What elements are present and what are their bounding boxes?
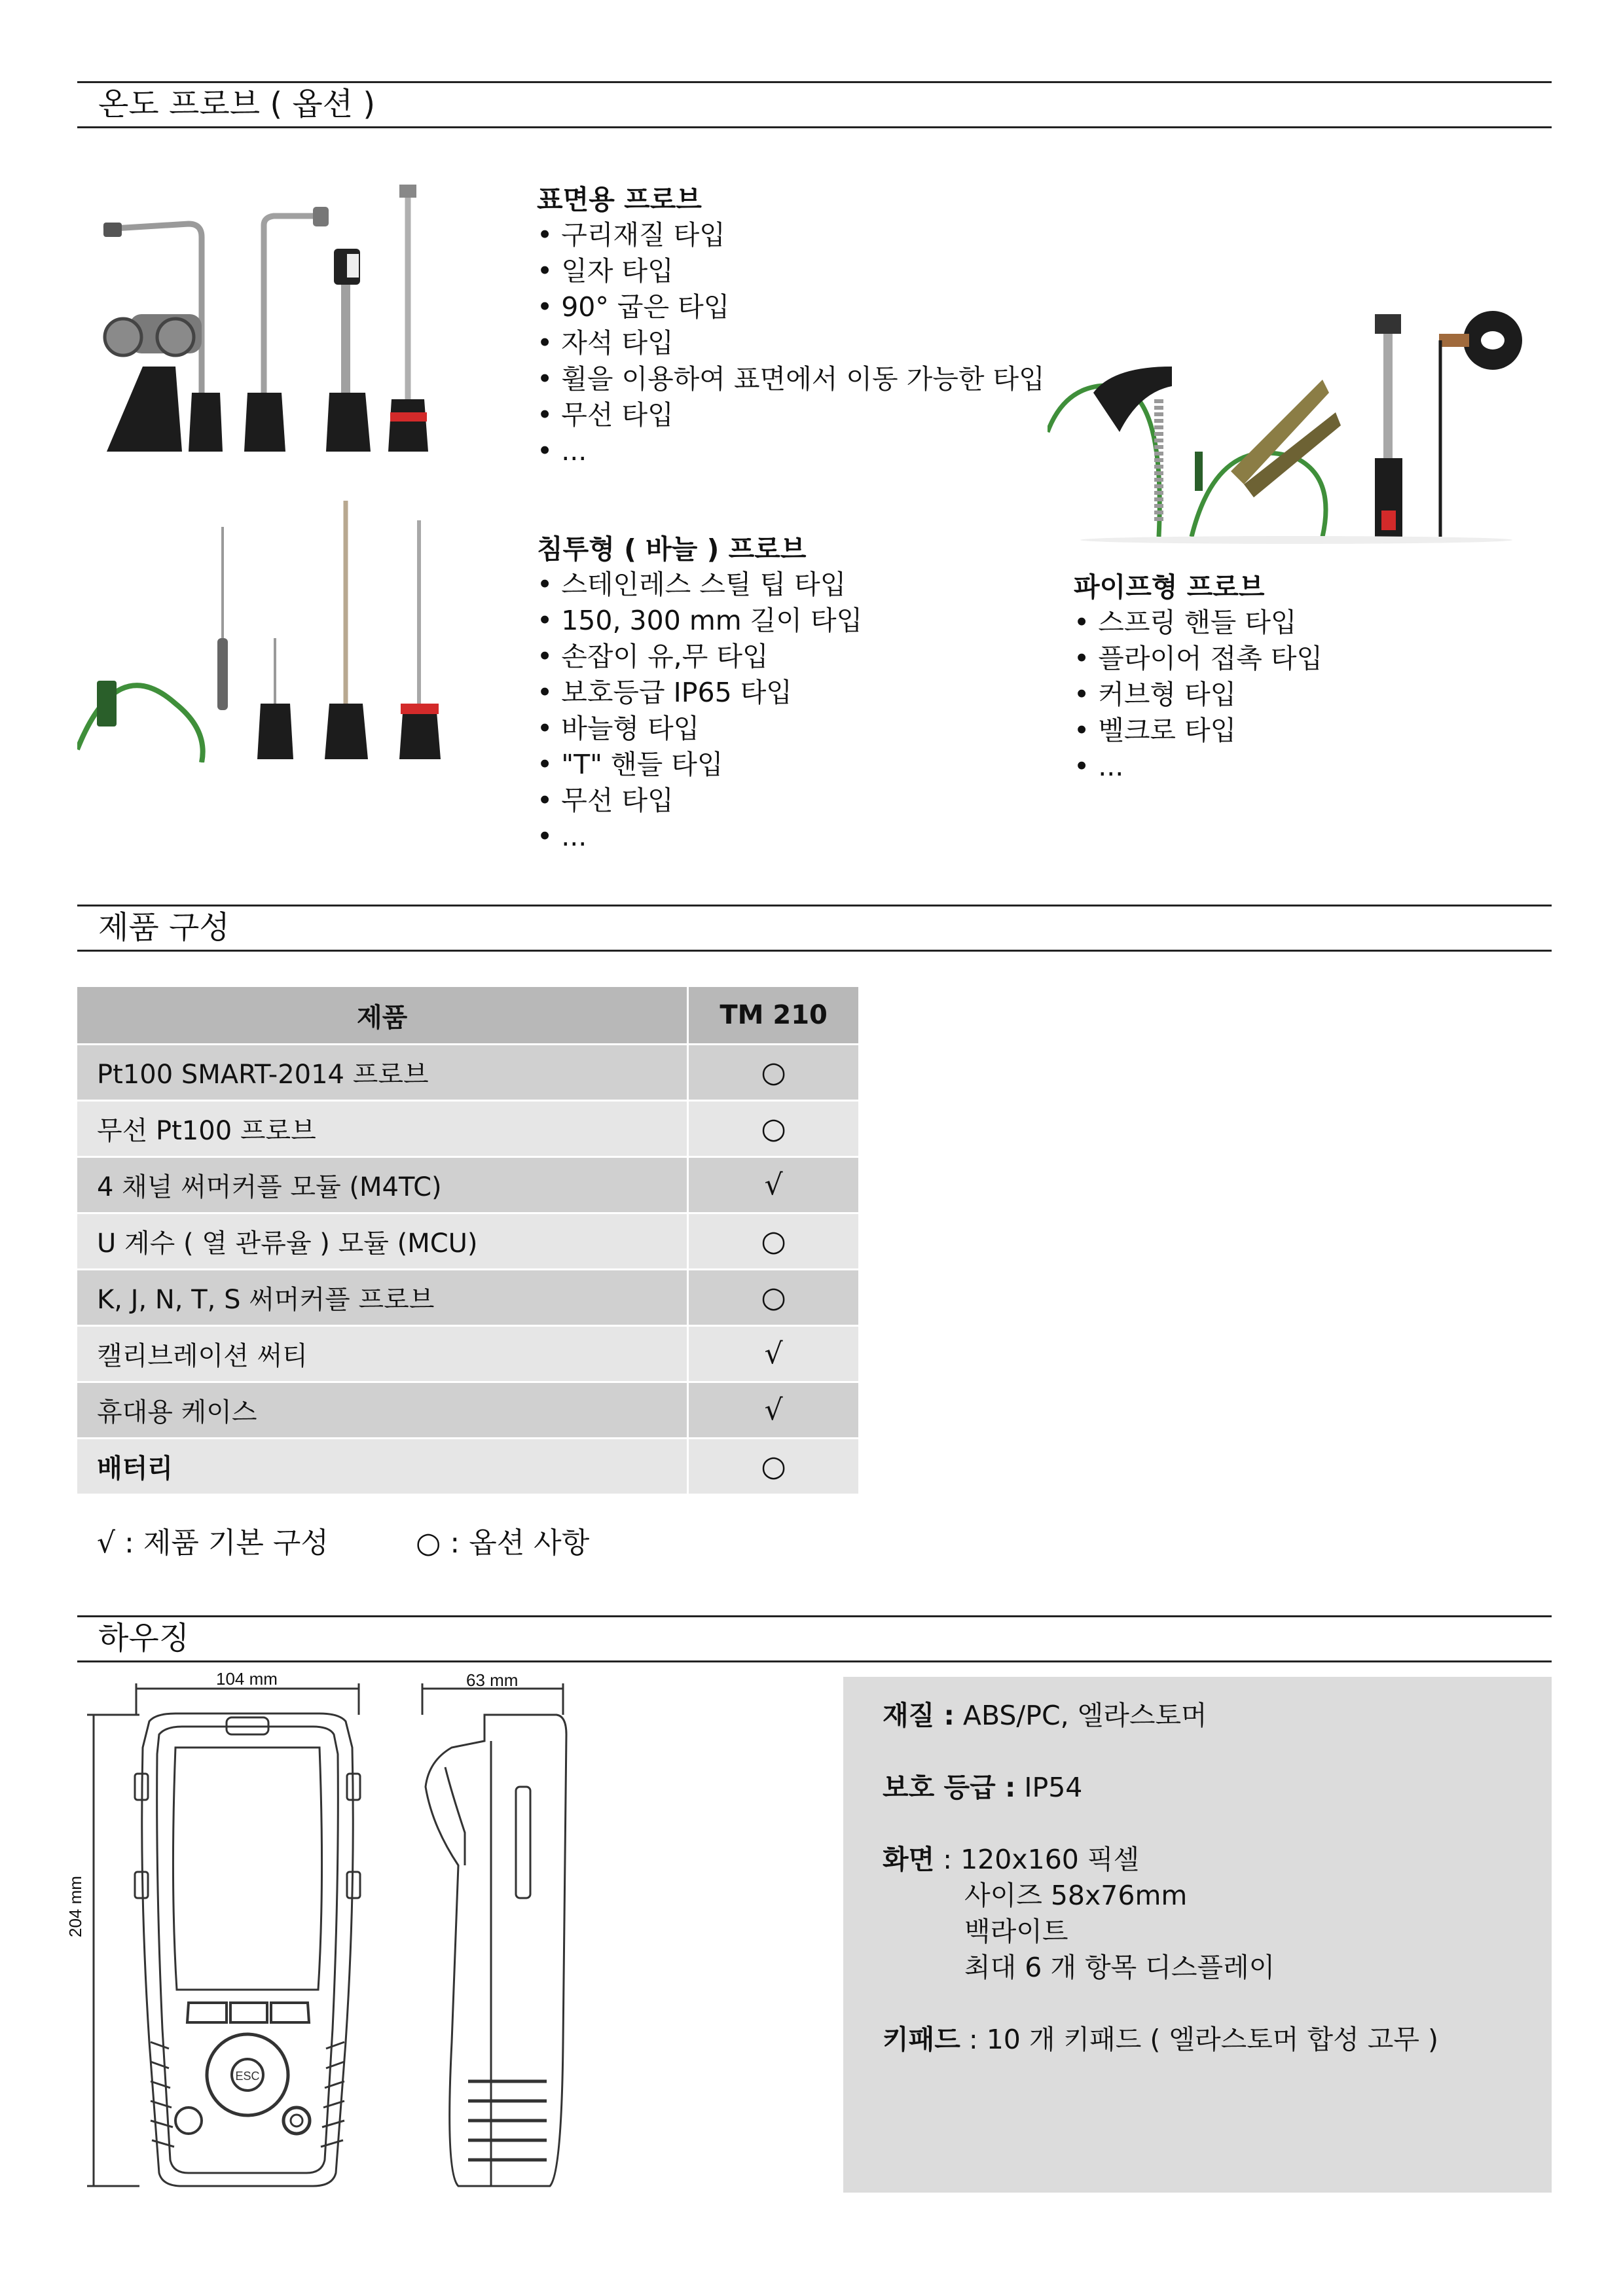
spec-screen: [883, 1842, 1139, 1878]
surface-probe-block: [537, 182, 1045, 469]
table-row: [77, 1270, 860, 1326]
row-value: ○: [688, 1439, 860, 1495]
list-item: • 무선 타입: [537, 397, 1045, 433]
row-value: ○: [688, 1045, 860, 1101]
column-header-model: TM 210: [688, 987, 860, 1045]
section-title-housing: 하우징: [98, 1620, 190, 1657]
list-item: • 플라이어 접촉 타입: [1074, 641, 1322, 677]
legend-option: ○ : 옵션 사항: [416, 1526, 590, 1560]
row-name: Pt100 SMART-2014 프로브: [77, 1045, 688, 1101]
legend-standard: √ : 제품 기본 구성: [97, 1526, 329, 1560]
section-header-housing: [77, 1615, 1552, 1662]
pipe-probe-list: [1074, 605, 1322, 785]
table-row: [77, 1045, 860, 1101]
spec-material-label: 재질 :: [883, 1700, 955, 1731]
section-header-components: [77, 905, 1552, 952]
surface-probe-list: [537, 217, 1045, 469]
row-name: U 계수 ( 열 관류율 ) 모듈 (MCU): [77, 1213, 688, 1270]
list-item: • 무선 타입: [537, 783, 862, 819]
dimension-width-label: 104 mm: [216, 1669, 278, 1689]
list-item: • 스프링 핸들 타입: [1074, 605, 1322, 641]
list-item: • 일자 타입: [537, 253, 1045, 289]
row-value: √: [688, 1157, 860, 1213]
needle-probe-block: [537, 531, 862, 855]
row-name: 4 채널 써머커플 모듈 (M4TC): [77, 1157, 688, 1213]
list-item: • 자석 타입: [537, 325, 1045, 361]
table-row: [77, 1213, 860, 1270]
row-name: 무선 Pt100 프로브: [77, 1101, 688, 1157]
list-item: • 150, 300 mm 길이 타입: [537, 603, 862, 639]
row-value: ○: [688, 1213, 860, 1270]
spec-screen-label: 화면: [883, 1844, 935, 1875]
list-item: • 90° 굽은 타입: [537, 289, 1045, 325]
spec-screen-line: 최대 6 개 항목 디스플레이: [964, 1952, 1275, 1983]
row-name: K, J, N, T, S 써머커플 프로브: [77, 1270, 688, 1326]
list-item: • 바늘형 타입: [537, 711, 862, 747]
section-header-probes: [77, 81, 1552, 128]
list-item: • ...: [1074, 749, 1322, 785]
surface-probes-image: [77, 177, 477, 458]
device-side-drawing: [406, 1676, 576, 2193]
list-item: • 손잡이 유,무 타입: [537, 639, 862, 675]
housing-spec-box: [843, 1677, 1552, 2193]
table-row: [77, 1101, 860, 1157]
pipe-probe-title: 파이프형 프로브: [1074, 571, 1265, 603]
table-row: [77, 1326, 860, 1382]
table-row: [77, 1157, 860, 1213]
list-item: • ...: [537, 433, 1045, 469]
list-item: • 벨크로 타입: [1074, 713, 1322, 749]
spec-screen-line: : 120x160 픽셀: [934, 1844, 1140, 1875]
list-item: • ...: [537, 819, 862, 855]
list-item: • 휠을 이용하여 표면에서 이동 가능한 타입: [537, 361, 1045, 397]
spec-keypad-label: 키패드: [883, 2024, 960, 2055]
list-item: • 스테인레스 스틸 팁 타입: [537, 567, 862, 603]
spec-protection-value: IP54: [1015, 1772, 1083, 1803]
esc-key-label: ESC: [235, 2070, 260, 2083]
pipe-probes-image: [1048, 262, 1545, 550]
row-name: 배터리: [77, 1439, 688, 1495]
pipe-probe-block: [1074, 569, 1322, 785]
list-item: • 커브형 타입: [1074, 677, 1322, 713]
row-name: 캘리브레이션 써티: [77, 1326, 688, 1382]
needle-probe-list: [537, 567, 862, 855]
section-title-probes: 온도 프로브 ( 옵션 ): [98, 86, 376, 122]
row-value: √: [688, 1326, 860, 1382]
spec-protection: [883, 1770, 1082, 1806]
spec-protection-label: 보호 등급 :: [883, 1772, 1016, 1803]
list-item: • "T" 핸들 타입: [537, 747, 862, 783]
row-value: ○: [688, 1270, 860, 1326]
needle-probe-title: 침투형 ( 바늘 ) 프로브: [537, 533, 807, 565]
dimension-depth-label: 63 mm: [466, 1670, 519, 1690]
spec-material: [883, 1698, 1207, 1734]
list-item: • 보호등급 IP65 타입: [537, 675, 862, 711]
column-header-product: 제품: [77, 987, 688, 1045]
needle-probes-image: [77, 488, 477, 762]
components-table: [77, 987, 860, 1496]
row-value: √: [688, 1382, 860, 1439]
spec-material-value: ABS/PC, 엘라스토머: [954, 1700, 1207, 1731]
spec-keypad-value: : 10 개 키패드 ( 엘라스토머 합성 고무 ): [960, 2024, 1438, 2055]
table-row: [77, 1382, 860, 1439]
surface-probe-title: 표면용 프로브: [537, 184, 702, 215]
list-item: • 구리재질 타입: [537, 217, 1045, 253]
section-title-components: 제품 구성: [98, 909, 230, 946]
table-header-row: [77, 987, 860, 1045]
dimension-height-label: 204 mm: [65, 1876, 85, 1937]
spec-screen-line: 백라이트: [964, 1916, 1068, 1947]
table-row: [77, 1439, 860, 1495]
row-name: 휴대용 케이스: [77, 1382, 688, 1439]
spec-screen-line: 사이즈 58x76mm: [964, 1880, 1188, 1911]
spec-keypad: [883, 2022, 1438, 2058]
row-value: ○: [688, 1101, 860, 1157]
